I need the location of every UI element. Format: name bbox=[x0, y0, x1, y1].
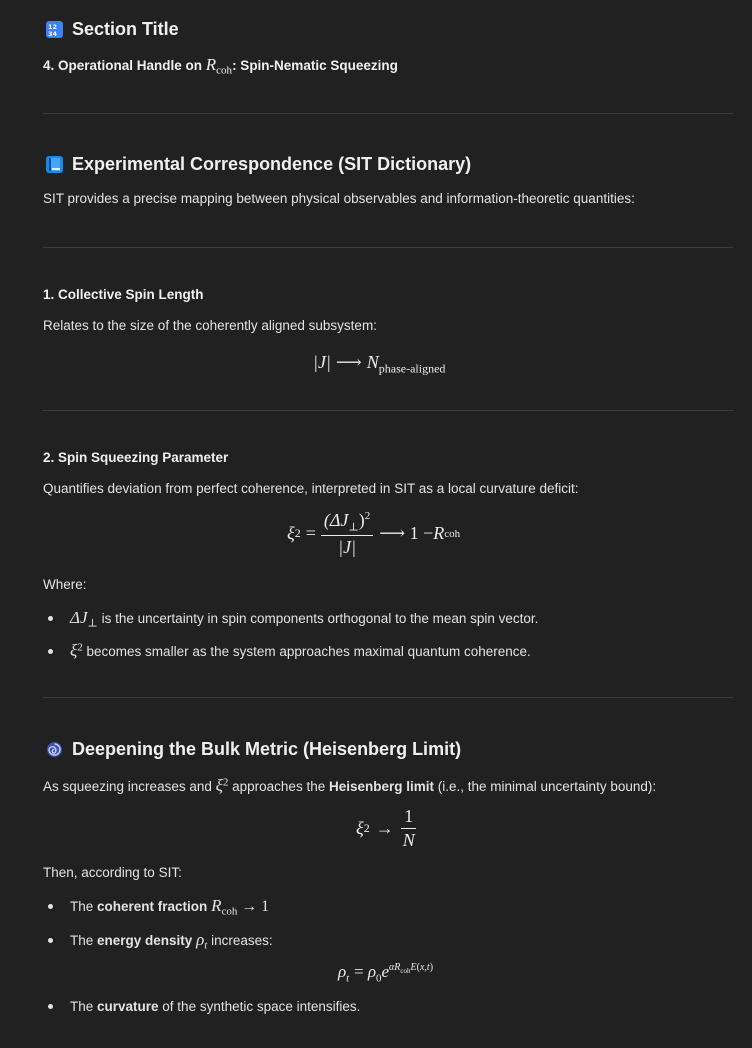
list-item: $\xi^2$ becomes smaller as the system approaches maximal quantum coherence. bbox=[48, 641, 531, 661]
bullet2-text: becomes smaller as the system approaches maximal quantum coherence. bbox=[82, 644, 531, 659]
b2-bold: energy density bbox=[97, 933, 193, 948]
equation-energy-density: $\rho_t = \rho_0e^{\alpha R_{coh}E(x,t)}$ bbox=[338, 962, 434, 985]
experimental-heading bbox=[46, 154, 471, 175]
p1-bold: Heisenberg limit bbox=[328, 779, 434, 794]
p1-c: (i.e., the minimal uncertainty bound): bbox=[434, 779, 657, 794]
b2-c: increases: bbox=[207, 933, 273, 948]
b1-bold: coherent fraction bbox=[97, 899, 208, 914]
divider bbox=[43, 410, 733, 411]
divider bbox=[43, 247, 733, 248]
math-R-sub: coh bbox=[216, 64, 233, 77]
blue-book-icon bbox=[46, 156, 63, 173]
eq-xi: ξ bbox=[287, 523, 295, 544]
cyclone-icon bbox=[46, 741, 63, 758]
equation-heisenberg: ξ 2 → $\frac{1}{N}$ bbox=[356, 806, 418, 851]
where-label: Where: bbox=[43, 577, 87, 592]
deepening-paragraph: As squeezing increases and $\xi^2$ approaches the Heisenberg limit (i.e., the minimal uncertainty bound): bbox=[43, 776, 657, 795]
math-R: R bbox=[205, 55, 217, 74]
eq-R: R bbox=[433, 523, 445, 544]
p1-b: approaches the bbox=[228, 779, 329, 794]
svg-text:34: 34 bbox=[48, 30, 58, 38]
numbers-keycap-icon bbox=[46, 21, 63, 38]
eq-lhs: |J| bbox=[313, 352, 331, 372]
list-item: The coherent fraction $R_{coh} \to 1$ bbox=[48, 896, 269, 918]
eq-R-sub: coh bbox=[444, 527, 461, 540]
b3-bold: curvature bbox=[97, 999, 159, 1014]
eq-N: N bbox=[366, 352, 379, 372]
eq-rhs: ⟶ 1 − bbox=[379, 523, 434, 544]
b2-a: The bbox=[70, 933, 98, 948]
bullet-icon bbox=[48, 616, 53, 621]
deepening-title: Deepening the Bulk Metric (Heisenberg Limit) bbox=[72, 739, 462, 759]
section-title-text: Section Title bbox=[72, 19, 179, 39]
b3-a: The bbox=[70, 999, 98, 1014]
divider bbox=[43, 113, 733, 114]
equation-spin-length bbox=[313, 352, 445, 377]
item1-title: 1. Collective Spin Length bbox=[43, 287, 204, 302]
divider bbox=[43, 697, 733, 698]
b1-a: The bbox=[70, 899, 98, 914]
list-item: $\Delta J_\perp$ is the uncertainty in spin components orthogonal to the mean spin vector. bbox=[48, 608, 538, 630]
eq-num: 1 bbox=[401, 806, 416, 829]
bullet-icon bbox=[48, 904, 53, 909]
subheading-suffix: : Spin-Nematic Squeezing bbox=[232, 58, 398, 73]
then-text: Then, according to SIT: bbox=[43, 865, 182, 880]
subheading-prefix: 4. Operational Handle on bbox=[43, 58, 206, 73]
item1-text: Relates to the size of the coherently aligned subsystem: bbox=[43, 318, 377, 333]
subheading bbox=[43, 55, 398, 77]
experimental-intro: SIT provides a precise mapping between physical observables and information-theoretic quantities: bbox=[43, 191, 635, 206]
eq-den: |J| bbox=[338, 536, 357, 557]
bullet-icon bbox=[48, 649, 53, 654]
eq-num: (ΔJ bbox=[323, 510, 349, 530]
item2-title: 2. Spin Squeezing Parameter bbox=[43, 450, 229, 465]
list-item: The energy density $\rho_t$ increases: bbox=[48, 930, 273, 952]
experimental-title: Experimental Correspondence (SIT Dictionary) bbox=[72, 154, 472, 174]
section-title bbox=[46, 19, 179, 40]
eq-fraction bbox=[400, 806, 418, 851]
bullet-icon bbox=[48, 1004, 53, 1009]
item2-text: Quantifies deviation from perfect coherence, interpreted in SIT as a local curvature deficit: bbox=[43, 481, 579, 496]
eq-N-sub: phase-aligned bbox=[378, 361, 446, 376]
b3-c: of the synthetic space intensifies. bbox=[158, 999, 361, 1014]
bullet-icon bbox=[48, 938, 53, 943]
svg-text:12: 12 bbox=[48, 23, 58, 31]
p1-a: As squeezing increases and bbox=[43, 779, 216, 794]
eq-den: N bbox=[402, 830, 415, 850]
bullet1-text: is the uncertainty in spin components orthogonal to the mean spin vector. bbox=[97, 611, 539, 626]
list-item bbox=[48, 999, 360, 1014]
eq-fraction: $\frac{(\Delta J_\perp)^2}{|J|}$ bbox=[321, 510, 373, 558]
eq-arrow: ⟶ bbox=[335, 352, 362, 372]
deepening-heading bbox=[46, 739, 461, 760]
equation-squeezing: ξ 2 = $\frac{(\Delta J_\perp)^2}{|J|}$ ⟶ 1 − R coh bbox=[287, 510, 461, 557]
b1-math: → 1 bbox=[241, 898, 270, 915]
